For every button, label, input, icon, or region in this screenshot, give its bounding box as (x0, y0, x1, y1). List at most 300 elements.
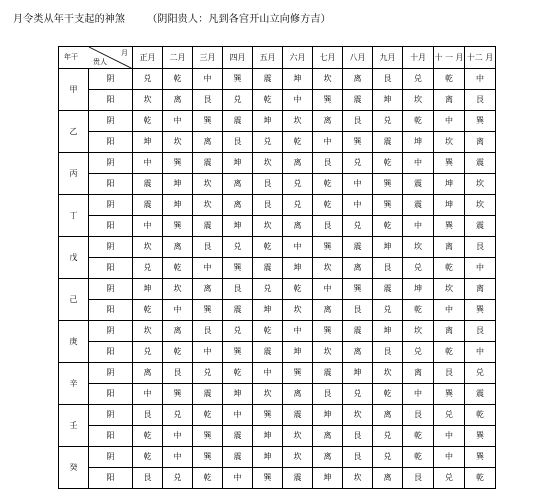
trigram-cell: 坎 (253, 384, 283, 405)
trigram-cell: 坤 (434, 195, 465, 216)
table-row (59, 468, 496, 489)
trigram-cell: 乾 (253, 237, 283, 258)
yang-label-cell: 阳 (89, 258, 133, 279)
table-row (59, 321, 496, 342)
year-stem-cell: 癸 (59, 447, 89, 489)
trigram-cell: 乾 (283, 132, 313, 153)
trigram-cell: 离 (313, 300, 343, 321)
trigram-cell: 离 (343, 69, 373, 90)
table-row (59, 195, 496, 216)
trigram-cell: 震 (253, 342, 283, 363)
table-row (59, 153, 496, 174)
trigram-cell: 乾 (313, 195, 343, 216)
trigram-cell: 中 (403, 153, 434, 174)
trigram-cell: 坤 (283, 69, 313, 90)
yang-label-cell: 阳 (89, 174, 133, 195)
trigram-cell: 兑 (343, 384, 373, 405)
trigram-cell: 兑 (163, 468, 193, 489)
trigram-cell: 坎 (373, 363, 403, 384)
trigram-cell: 兑 (163, 405, 193, 426)
trigram-cell: 中 (283, 90, 313, 111)
trigram-cell: 兑 (434, 468, 465, 489)
trigram-cell: 艮 (343, 426, 373, 447)
trigram-cell: 巽 (163, 384, 193, 405)
trigram-cell: 艮 (373, 342, 403, 363)
trigram-cell: 兑 (223, 321, 253, 342)
trigram-cell: 兑 (133, 342, 163, 363)
trigram-cell: 震 (313, 363, 343, 384)
trigram-cell: 震 (223, 426, 253, 447)
trigram-cell: 坎 (283, 111, 313, 132)
trigram-cell: 离 (283, 216, 313, 237)
trigram-cell: 坎 (163, 132, 193, 153)
trigram-cell: 坎 (193, 195, 223, 216)
trigram-cell: 中 (283, 321, 313, 342)
trigram-cell: 坎 (163, 279, 193, 300)
trigram-cell: 艮 (465, 321, 496, 342)
page-title (13, 10, 331, 25)
trigram-cell: 中 (465, 69, 496, 90)
trigram-cell: 巽 (163, 153, 193, 174)
title-main: 月令类从年干支起的神煞 (13, 14, 126, 25)
trigram-cell: 艮 (133, 405, 163, 426)
trigram-cell: 坤 (253, 447, 283, 468)
trigram-cell: 乾 (163, 69, 193, 90)
trigram-cell: 巽 (373, 174, 403, 195)
trigram-cell: 坤 (313, 468, 343, 489)
trigram-cell: 乾 (403, 426, 434, 447)
month-header: 二月 (163, 47, 193, 69)
trigram-cell: 乾 (434, 69, 465, 90)
trigram-cell: 兑 (253, 132, 283, 153)
yin-label-cell: 阴 (89, 153, 133, 174)
trigram-cell: 巽 (193, 447, 223, 468)
trigram-cell: 中 (313, 132, 343, 153)
trigram-cell: 中 (434, 426, 465, 447)
trigram-cell: 震 (465, 216, 496, 237)
trigram-cell: 兑 (403, 342, 434, 363)
trigram-cell: 乾 (283, 279, 313, 300)
trigram-cell: 乾 (163, 258, 193, 279)
trigram-cell: 震 (193, 216, 223, 237)
trigram-cell: 巽 (434, 153, 465, 174)
trigram-cell: 乾 (133, 111, 163, 132)
trigram-cell: 艮 (465, 237, 496, 258)
trigram-cell: 中 (163, 426, 193, 447)
year-stem-cell: 壬 (59, 405, 89, 447)
trigram-cell: 艮 (313, 384, 343, 405)
trigram-cell: 坎 (465, 174, 496, 195)
trigram-cell: 艮 (373, 69, 403, 90)
table-row (59, 132, 496, 153)
trigram-cell: 中 (465, 342, 496, 363)
month-header: 三月 (193, 47, 223, 69)
trigram-cell: 巽 (253, 468, 283, 489)
trigram-cell: 离 (373, 405, 403, 426)
year-stem-cell: 丁 (59, 195, 89, 237)
trigram-cell: 艮 (343, 111, 373, 132)
trigram-cell: 中 (223, 405, 253, 426)
trigram-cell: 乾 (193, 405, 223, 426)
trigram-cell: 坤 (403, 279, 434, 300)
trigram-cell: 离 (343, 258, 373, 279)
trigram-cell: 乾 (373, 153, 403, 174)
trigram-cell: 坤 (434, 174, 465, 195)
trigram-cell: 乾 (133, 426, 163, 447)
trigram-cell: 震 (193, 153, 223, 174)
trigram-cell: 兑 (283, 174, 313, 195)
trigram-cell: 兑 (283, 195, 313, 216)
trigram-cell: 中 (193, 69, 223, 90)
trigram-cell: 乾 (253, 90, 283, 111)
trigram-cell: 震 (465, 153, 496, 174)
trigram-cell: 震 (343, 237, 373, 258)
trigram-cell: 离 (465, 132, 496, 153)
trigram-cell: 坤 (223, 384, 253, 405)
trigram-cell: 艮 (373, 258, 403, 279)
trigram-cell: 兑 (373, 426, 403, 447)
trigram-cell: 中 (343, 195, 373, 216)
trigram-cell: 坎 (253, 216, 283, 237)
trigram-cell: 坎 (253, 153, 283, 174)
yang-label-cell: 阳 (89, 90, 133, 111)
trigram-cell: 艮 (313, 153, 343, 174)
trigram-cell: 艮 (343, 447, 373, 468)
table-row (59, 405, 496, 426)
year-stem-label: 年干 (64, 53, 78, 61)
trigram-cell: 离 (163, 237, 193, 258)
trigram-cell: 坎 (283, 447, 313, 468)
table-row (59, 426, 496, 447)
trigram-cell: 坎 (403, 90, 434, 111)
yin-label-cell: 阴 (89, 321, 133, 342)
year-stem-cell: 庚 (59, 321, 89, 363)
trigram-cell: 巽 (434, 384, 465, 405)
trigram-cell: 中 (223, 468, 253, 489)
trigram-cell: 坤 (373, 321, 403, 342)
trigram-cell: 巽 (465, 111, 496, 132)
trigram-cell: 坎 (465, 195, 496, 216)
table-row (59, 216, 496, 237)
trigram-cell: 艮 (434, 363, 465, 384)
trigram-cell: 艮 (403, 405, 434, 426)
trigram-cell: 坎 (283, 300, 313, 321)
trigram-cell: 中 (133, 384, 163, 405)
trigram-cell: 中 (193, 342, 223, 363)
trigram-cell: 乾 (465, 468, 496, 489)
trigram-cell: 艮 (193, 321, 223, 342)
trigram-cell: 巽 (193, 300, 223, 321)
trigram-cell: 震 (403, 174, 434, 195)
trigram-cell: 离 (313, 111, 343, 132)
trigram-cell: 巽 (343, 279, 373, 300)
trigram-cell: 兑 (403, 69, 434, 90)
yang-label-cell: 阳 (89, 342, 133, 363)
trigram-cell: 巽 (313, 321, 343, 342)
trigram-cell: 离 (193, 279, 223, 300)
trigram-cell: 离 (223, 174, 253, 195)
trigram-cell: 坎 (133, 90, 163, 111)
trigram-cell: 巽 (465, 447, 496, 468)
trigram-cell: 艮 (223, 132, 253, 153)
trigram-cell: 坎 (193, 174, 223, 195)
trigram-cell: 艮 (313, 216, 343, 237)
trigram-cell: 乾 (253, 321, 283, 342)
trigram-cell: 坤 (223, 216, 253, 237)
month-header: 八月 (343, 47, 373, 69)
trigram-cell: 离 (434, 237, 465, 258)
trigram-cell: 中 (313, 279, 343, 300)
trigram-cell: 巽 (193, 111, 223, 132)
trigram-cell: 离 (313, 426, 343, 447)
trigram-cell: 艮 (253, 195, 283, 216)
trigram-cell: 坎 (403, 237, 434, 258)
trigram-cell: 坎 (434, 132, 465, 153)
trigram-cell: 坤 (253, 111, 283, 132)
yang-label-cell: 阳 (89, 300, 133, 321)
trigram-cell: 乾 (403, 447, 434, 468)
table-row (59, 69, 496, 90)
trigram-cell: 乾 (373, 216, 403, 237)
table-row (59, 237, 496, 258)
trigram-cell: 中 (403, 216, 434, 237)
table-row (59, 384, 496, 405)
yin-label-cell: 阴 (89, 195, 133, 216)
trigram-cell: 兑 (193, 363, 223, 384)
month-header: 十二 月 (465, 47, 496, 69)
trigram-cell: 离 (163, 321, 193, 342)
table-row (59, 111, 496, 132)
trigram-cell: 乾 (465, 405, 496, 426)
title-subtitle: （阴阳贵人：凡到各宫开山立向修方吉） (147, 14, 331, 25)
yang-label-cell: 阳 (89, 426, 133, 447)
trigram-cell: 坎 (133, 321, 163, 342)
trigram-cell: 兑 (223, 90, 253, 111)
trigram-cell: 巽 (465, 426, 496, 447)
year-stem-cell: 甲 (59, 69, 89, 111)
yang-label-cell: 阳 (89, 216, 133, 237)
trigram-cell: 离 (283, 384, 313, 405)
trigram-cell: 震 (223, 447, 253, 468)
corner-header (59, 47, 133, 69)
trigram-cell: 艮 (163, 363, 193, 384)
trigram-cell: 坤 (373, 237, 403, 258)
trigram-cell: 坤 (343, 363, 373, 384)
yang-label-cell: 阳 (89, 468, 133, 489)
trigram-cell: 坤 (133, 279, 163, 300)
trigram-cell: 震 (223, 111, 253, 132)
table-row (59, 90, 496, 111)
trigram-cell: 离 (313, 447, 343, 468)
trigram-cell: 艮 (343, 300, 373, 321)
trigram-cell: 巽 (223, 342, 253, 363)
trigram-cell: 震 (403, 195, 434, 216)
trigram-cell: 巽 (434, 216, 465, 237)
trigram-cell: 坤 (373, 90, 403, 111)
month-header: 四月 (223, 47, 253, 69)
trigram-cell: 中 (343, 174, 373, 195)
table-row (59, 447, 496, 468)
trigram-cell: 乾 (163, 342, 193, 363)
table-row (59, 342, 496, 363)
trigram-cell: 兑 (434, 405, 465, 426)
trigram-cell: 离 (465, 279, 496, 300)
trigram-cell: 震 (223, 300, 253, 321)
trigram-cell: 兑 (373, 447, 403, 468)
trigram-cell: 离 (403, 363, 434, 384)
trigram-cell: 震 (373, 132, 403, 153)
trigram-cell: 中 (434, 447, 465, 468)
trigram-cell: 巽 (373, 195, 403, 216)
trigram-cell: 巽 (283, 363, 313, 384)
trigram-cell: 巽 (465, 300, 496, 321)
trigram-cell: 中 (434, 300, 465, 321)
trigram-cell: 乾 (403, 111, 434, 132)
trigram-cell: 坎 (313, 258, 343, 279)
trigram-cell: 坎 (313, 342, 343, 363)
trigram-cell: 兑 (253, 279, 283, 300)
month-header: 十 一 月 (434, 47, 465, 69)
trigram-cell: 离 (434, 321, 465, 342)
trigram-cell: 兑 (133, 258, 163, 279)
trigram-cell: 艮 (193, 237, 223, 258)
month-header: 十月 (403, 47, 434, 69)
trigram-cell: 兑 (133, 69, 163, 90)
trigram-cell: 震 (133, 174, 163, 195)
year-stem-cell: 丙 (59, 153, 89, 195)
trigram-cell: 震 (253, 258, 283, 279)
month-header: 六月 (283, 47, 313, 69)
trigram-cell: 兑 (343, 216, 373, 237)
trigram-cell: 坤 (253, 426, 283, 447)
yin-label-cell: 阴 (89, 111, 133, 132)
trigram-cell: 坤 (283, 342, 313, 363)
year-stem-cell: 辛 (59, 363, 89, 405)
trigram-cell: 中 (283, 237, 313, 258)
trigram-cell: 坎 (313, 69, 343, 90)
trigram-cell: 中 (193, 258, 223, 279)
trigram-cell: 震 (283, 405, 313, 426)
trigram-cell: 坤 (253, 300, 283, 321)
trigram-cell: 坤 (403, 132, 434, 153)
trigram-cell: 中 (163, 447, 193, 468)
trigram-cell: 兑 (403, 258, 434, 279)
trigram-cell: 艮 (465, 90, 496, 111)
trigram-cell: 离 (193, 132, 223, 153)
trigram-cell: 震 (343, 90, 373, 111)
trigram-cell: 震 (193, 384, 223, 405)
yin-label-cell: 阴 (89, 363, 133, 384)
trigram-cell: 离 (283, 153, 313, 174)
trigram-cell: 乾 (313, 174, 343, 195)
trigram-cell: 离 (373, 468, 403, 489)
trigram-cell: 乾 (403, 300, 434, 321)
trigram-cell: 震 (373, 279, 403, 300)
year-stem-cell: 己 (59, 279, 89, 321)
table-row (59, 279, 496, 300)
yin-label-cell: 阴 (89, 237, 133, 258)
trigram-cell: 乾 (373, 384, 403, 405)
trigram-cell: 乾 (434, 258, 465, 279)
trigram-cell: 中 (403, 384, 434, 405)
trigram-cell: 中 (133, 153, 163, 174)
table-row (59, 363, 496, 384)
month-header: 九月 (373, 47, 403, 69)
trigram-cell: 兑 (373, 300, 403, 321)
trigram-cell: 坎 (343, 468, 373, 489)
trigram-cell: 坎 (283, 426, 313, 447)
trigram-cell: 震 (283, 468, 313, 489)
trigram-cell: 坤 (313, 405, 343, 426)
yin-label-cell: 阴 (89, 447, 133, 468)
trigram-cell: 震 (253, 69, 283, 90)
yin-label-cell: 阴 (89, 405, 133, 426)
trigram-cell: 兑 (465, 363, 496, 384)
trigram-cell: 震 (343, 321, 373, 342)
noble-corner-label: 贵人 (93, 58, 107, 66)
trigram-cell: 坤 (163, 195, 193, 216)
trigram-cell: 坤 (223, 153, 253, 174)
trigram-cell: 巽 (193, 426, 223, 447)
trigram-cell: 离 (434, 90, 465, 111)
trigram-cell: 中 (163, 111, 193, 132)
trigram-cell: 兑 (343, 153, 373, 174)
trigram-cell: 艮 (133, 468, 163, 489)
month-corner-label: 月 (121, 49, 128, 57)
trigram-cell: 乾 (193, 468, 223, 489)
trigram-cell: 中 (163, 300, 193, 321)
trigram-cell: 乾 (133, 300, 163, 321)
trigram-cell: 乾 (223, 363, 253, 384)
trigram-cell: 兑 (373, 111, 403, 132)
table-row (59, 300, 496, 321)
trigram-cell: 坎 (343, 405, 373, 426)
table-row (59, 174, 496, 195)
trigram-cell: 坤 (163, 174, 193, 195)
trigram-cell: 离 (343, 342, 373, 363)
trigram-cell: 离 (223, 195, 253, 216)
year-stem-cell: 乙 (59, 111, 89, 153)
header-row (59, 47, 496, 69)
trigram-cell: 坎 (133, 237, 163, 258)
yin-label-cell: 阴 (89, 279, 133, 300)
trigram-cell: 巽 (163, 216, 193, 237)
trigram-cell: 巽 (343, 132, 373, 153)
trigram-cell: 中 (253, 363, 283, 384)
trigram-cell: 坎 (403, 321, 434, 342)
trigram-cell: 离 (133, 363, 163, 384)
trigram-cell: 巽 (313, 237, 343, 258)
trigram-cell: 艮 (403, 468, 434, 489)
trigram-cell: 坎 (434, 279, 465, 300)
trigram-cell: 震 (133, 195, 163, 216)
table-row (59, 258, 496, 279)
trigram-cell: 艮 (223, 279, 253, 300)
trigram-cell: 艮 (193, 90, 223, 111)
trigram-cell: 中 (434, 111, 465, 132)
yang-label-cell: 阳 (89, 384, 133, 405)
trigram-cell: 兑 (223, 237, 253, 258)
yin-label-cell: 阴 (89, 69, 133, 90)
trigram-cell: 坤 (133, 132, 163, 153)
trigram-cell: 巽 (313, 90, 343, 111)
trigram-cell: 中 (133, 216, 163, 237)
noble-table (58, 46, 496, 489)
trigram-cell: 坤 (283, 258, 313, 279)
trigram-cell: 离 (163, 90, 193, 111)
month-header: 七月 (313, 47, 343, 69)
trigram-cell: 巽 (253, 405, 283, 426)
